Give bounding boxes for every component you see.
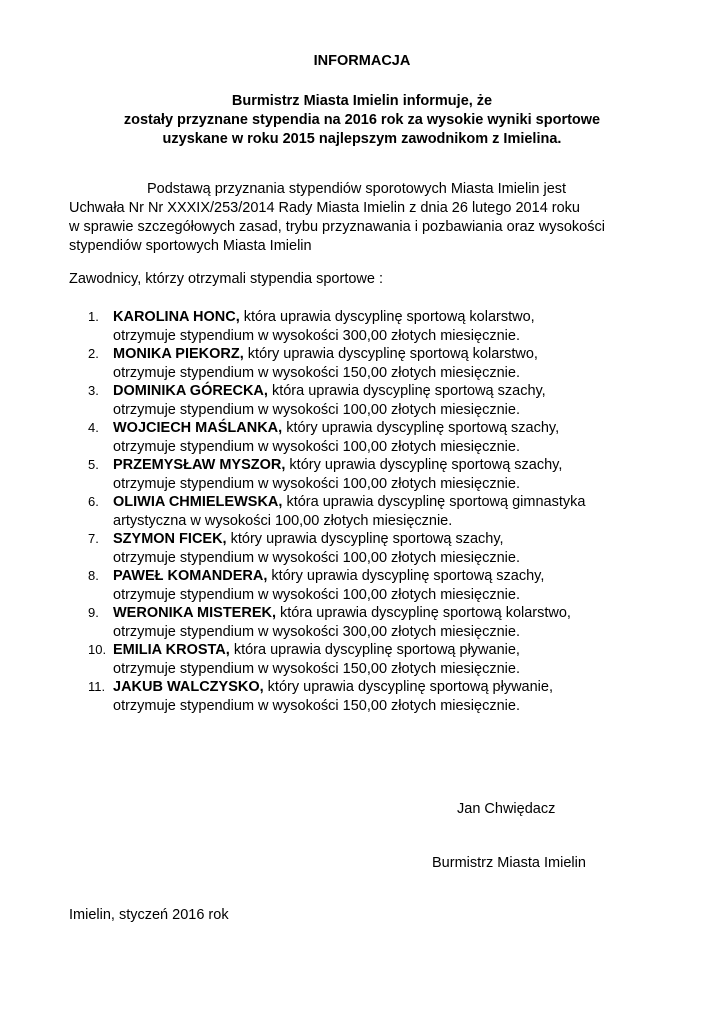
list-item — [0, 678, 724, 715]
announcement-heading — [0, 92, 724, 149]
list-item — [0, 641, 724, 678]
signatory-name: Jan Chwiędacz — [457, 801, 556, 817]
recipient-discipline: który uprawia dyscyplinę sportową szachy, — [267, 568, 545, 584]
recipient-name: WERONIKA MISTEREK, — [113, 605, 276, 621]
legal-basis-paragraph — [69, 180, 689, 256]
list-item — [0, 419, 724, 456]
recipient-name: MONIKA PIEKORZ, — [113, 346, 244, 362]
item-number: 11. — [88, 679, 106, 694]
recipient-stipend: otrzymuje stypendium w wysokości 100,00 złotych miesięcznie. — [113, 438, 520, 455]
recipient-name: EMILIA KROSTA, — [113, 642, 230, 658]
item-number: 1. — [88, 309, 99, 324]
item-number: 8. — [88, 568, 99, 583]
recipient-name: KAROLINA HONC, — [113, 309, 240, 325]
document-title: INFORMACJA — [313, 53, 411, 69]
recipient-name: PAWEŁ KOMANDERA, — [113, 568, 268, 584]
list-item — [0, 456, 724, 493]
recipient-stipend: otrzymuje stypendium w wysokości 100,00 złotych miesięcznie. — [113, 401, 520, 418]
list-item — [0, 345, 724, 382]
recipient-name: SZYMON FICEK, — [113, 531, 227, 547]
list-item — [0, 604, 724, 641]
recipient-stipend: artystyczna w wysokości 100,00 złotych miesięcznie. — [113, 512, 453, 529]
basis-line: w sprawie szczegółowych zasad, trybu przyznawania i pozbawiania oraz wysokości — [69, 219, 605, 235]
basis-line: Uchwała Nr Nr XXXIX/253/2014 Rady Miasta Imielin z dnia 26 lutego 2014 roku — [69, 200, 580, 216]
heading-line: uzyskane w roku 2015 najlepszym zawodnikom z Imielina. — [162, 131, 562, 147]
list-item — [0, 382, 724, 419]
signatory-title: Burmistrz Miasta Imielin — [432, 855, 586, 871]
recipient-name: DOMINIKA GÓRECKA, — [113, 383, 268, 399]
place-and-date: Imielin, styczeń 2016 rok — [69, 907, 229, 923]
list-item — [0, 567, 724, 604]
item-number: 2. — [88, 346, 99, 361]
list-item — [0, 530, 724, 567]
recipient-stipend: otrzymuje stypendium w wysokości 150,00 złotych miesięcznie. — [113, 697, 520, 714]
recipients-list — [0, 308, 724, 715]
recipient-name: JAKUB WALCZYSKO, — [113, 679, 264, 695]
recipient-discipline: która uprawia dyscyplinę sportową pływanie, — [229, 642, 520, 658]
recipient-name: PRZEMYSŁAW MYSZOR, — [113, 457, 286, 473]
recipient-discipline: który uprawia dyscyplinę sportową szachy, — [282, 420, 560, 436]
list-item — [0, 493, 724, 530]
item-number: 7. — [88, 531, 99, 546]
recipient-discipline: która uprawia dyscyplinę sportową kolarstwo, — [276, 605, 571, 621]
basis-line: Podstawą przyznania stypendiów sporotowych Miasta Imielin jest — [147, 181, 567, 197]
recipient-discipline: która uprawia dyscyplinę sportową kolarstwo, — [239, 309, 535, 325]
recipient-discipline: który uprawia dyscyplinę sportową szachy, — [226, 531, 504, 547]
recipient-stipend: otrzymuje stypendium w wysokości 300,00 złotych miesięcznie. — [113, 327, 520, 344]
recipient-stipend: otrzymuje stypendium w wysokości 100,00 złotych miesięcznie. — [113, 549, 520, 566]
item-number: 4. — [88, 420, 99, 435]
item-number: 5. — [88, 457, 99, 472]
recipient-stipend: otrzymuje stypendium w wysokości 300,00 złotych miesięcznie. — [113, 623, 520, 640]
heading-line: Burmistrz Miasta Imielin informuje, że — [231, 93, 493, 109]
recipients-intro: Zawodnicy, którzy otrzymali stypendia sportowe : — [69, 271, 384, 287]
recipient-stipend: otrzymuje stypendium w wysokości 150,00 złotych miesięcznie. — [113, 660, 520, 677]
list-item — [0, 308, 724, 345]
recipient-name: WOJCIECH MAŚLANKA, — [113, 420, 283, 436]
recipient-stipend: otrzymuje stypendium w wysokości 100,00 złotych miesięcznie. — [113, 475, 520, 492]
heading-line: zostały przyznane stypendia na 2016 rok za wysokie wyniki sportowe — [123, 112, 601, 128]
recipient-discipline: która uprawia dyscyplinę sportową gimnastyka — [282, 494, 586, 510]
item-number: 10. — [88, 642, 107, 657]
item-number: 6. — [88, 494, 99, 509]
recipient-stipend: otrzymuje stypendium w wysokości 100,00 złotych miesięcznie. — [113, 586, 520, 603]
recipient-name: OLIWIA CHMIELEWSKA, — [113, 494, 283, 510]
recipient-discipline: która uprawia dyscyplinę sportową szachy, — [267, 383, 546, 399]
recipient-discipline: który uprawia dyscyplinę sportową pływanie, — [263, 679, 553, 695]
recipient-discipline: który uprawia dyscyplinę sportową szachy, — [285, 457, 563, 473]
recipient-discipline: który uprawia dyscyplinę sportową kolarstwo, — [243, 346, 538, 362]
item-number: 9. — [88, 605, 99, 620]
item-number: 3. — [88, 383, 99, 398]
recipient-stipend: otrzymuje stypendium w wysokości 150,00 złotych miesięcznie. — [113, 364, 520, 381]
basis-line: stypendiów sportowych Miasta Imielin — [69, 238, 312, 254]
